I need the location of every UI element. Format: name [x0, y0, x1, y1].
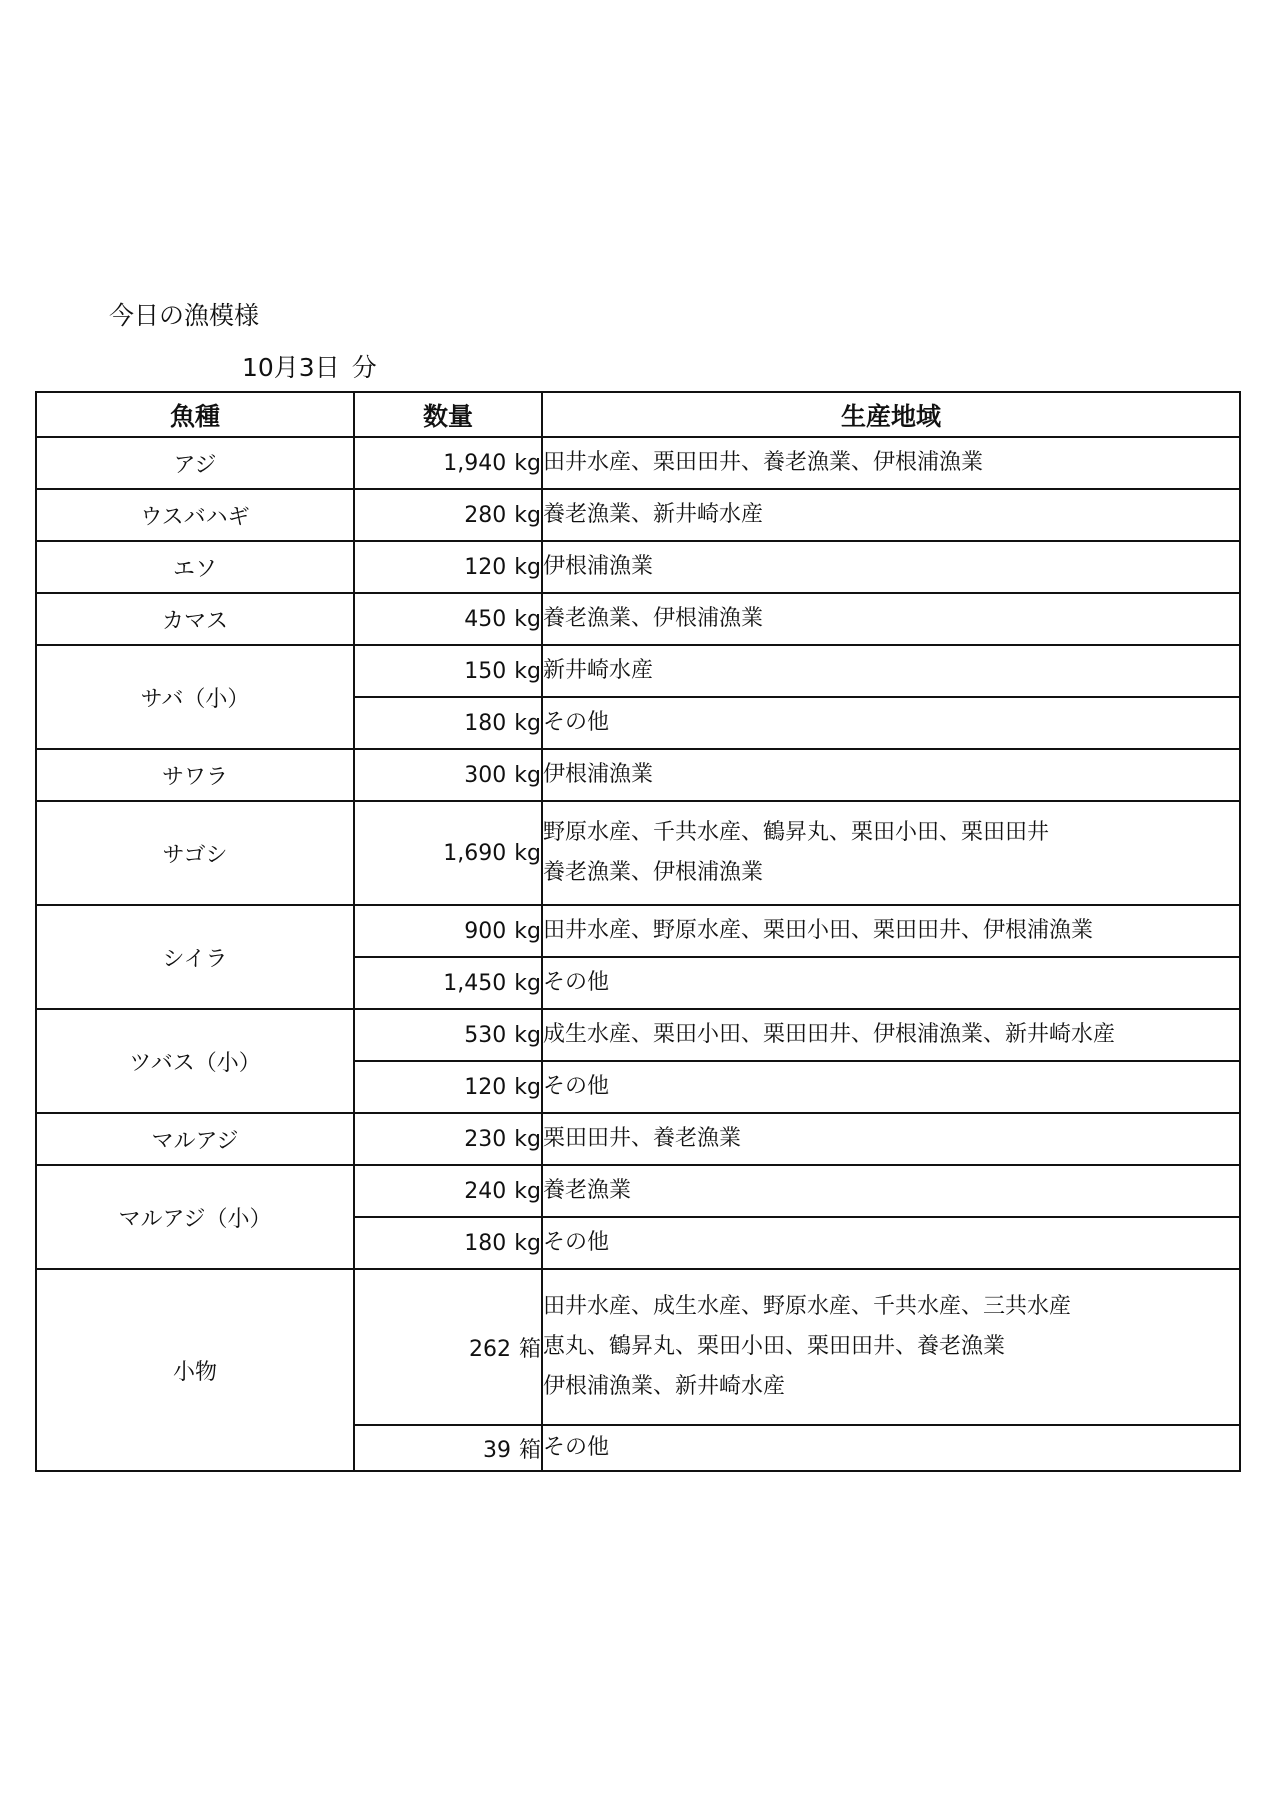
- quantity-value: 280: [464, 502, 507, 528]
- quantity-unit: kg: [514, 1126, 541, 1152]
- production-area: 田井水産、成生水産、野原水産、千共水産、三共水産 恵丸、鶴昇丸、栗田小田、栗田田井、養老漁業 伊根浦漁業、新井崎水産: [542, 1269, 1240, 1425]
- table-row: [36, 489, 1240, 541]
- quantity-value: 180: [464, 710, 507, 736]
- fish-name: エソ: [36, 541, 354, 593]
- production-area: 田井水産、栗田田井、養老漁業、伊根浦漁業: [542, 437, 1240, 489]
- header-row: [36, 392, 1240, 437]
- production-area: 養老漁業、新井崎水産: [542, 489, 1240, 541]
- quantity: [354, 1217, 542, 1269]
- quantity: [354, 1269, 542, 1425]
- production-area: その他: [542, 697, 1240, 749]
- fish-name: サバ（小）: [36, 645, 354, 749]
- quantity-value: 120: [464, 1074, 507, 1100]
- quantity-unit: kg: [514, 840, 541, 866]
- fish-name: 小物: [36, 1269, 354, 1471]
- fish-name: サゴシ: [36, 801, 354, 905]
- date-suffix: 分: [351, 353, 377, 382]
- fish-name: アジ: [36, 437, 354, 489]
- quantity: [354, 1061, 542, 1113]
- fish-name: ツバス（小）: [36, 1009, 354, 1113]
- quantity: [354, 1425, 542, 1471]
- production-area: 新井崎水産: [542, 645, 1240, 697]
- fish-name: マルアジ（小）: [36, 1165, 354, 1269]
- quantity-unit: kg: [514, 1074, 541, 1100]
- fish-name: マルアジ: [36, 1113, 354, 1165]
- header-fish: 魚種: [36, 392, 354, 437]
- table-row: [36, 749, 1240, 801]
- quantity: [354, 593, 542, 645]
- quantity: [354, 905, 542, 957]
- quantity-value: 120: [464, 554, 507, 580]
- report-date: [242, 352, 377, 384]
- quantity-value: 900: [464, 918, 507, 944]
- quantity-unit: 箱: [518, 1437, 541, 1463]
- quantity-unit: kg: [514, 606, 541, 632]
- quantity: [354, 1009, 542, 1061]
- quantity-value: 1,940: [443, 450, 507, 476]
- table-row: [36, 645, 1240, 697]
- page-title: 今日の漁模様: [109, 301, 260, 330]
- catch-table: [35, 391, 1241, 1472]
- quantity: [354, 1113, 542, 1165]
- production-area: 伊根浦漁業: [542, 541, 1240, 593]
- table-row: [36, 1165, 1240, 1217]
- quantity: [354, 749, 542, 801]
- quantity: [354, 437, 542, 489]
- quantity-value: 450: [464, 606, 507, 632]
- quantity: [354, 1165, 542, 1217]
- header-quantity: 数量: [354, 392, 542, 437]
- quantity-value: 39: [482, 1437, 511, 1463]
- quantity-unit: 箱: [518, 1336, 541, 1362]
- production-area: 野原水産、千共水産、鶴昇丸、栗田小田、栗田田井 養老漁業、伊根浦漁業: [542, 801, 1240, 905]
- table-row: [36, 1009, 1240, 1061]
- quantity-unit: kg: [514, 502, 541, 528]
- quantity: [354, 541, 542, 593]
- fish-name: カマス: [36, 593, 354, 645]
- quantity-unit: kg: [514, 1230, 541, 1256]
- fish-name: ウスバハギ: [36, 489, 354, 541]
- quantity-unit: kg: [514, 1022, 541, 1048]
- header-area: 生産地域: [542, 392, 1240, 437]
- quantity-value: 150: [464, 658, 507, 684]
- quantity-unit: kg: [514, 762, 541, 788]
- quantity-value: 180: [464, 1230, 507, 1256]
- quantity: [354, 801, 542, 905]
- quantity: [354, 957, 542, 1009]
- quantity-value: 300: [464, 762, 507, 788]
- quantity-unit: kg: [514, 1178, 541, 1204]
- quantity: [354, 489, 542, 541]
- production-area: その他: [542, 1425, 1240, 1471]
- fish-name: サワラ: [36, 749, 354, 801]
- quantity-value: 1,690: [443, 840, 507, 866]
- quantity: [354, 645, 542, 697]
- production-area: 養老漁業、伊根浦漁業: [542, 593, 1240, 645]
- production-area: その他: [542, 1217, 1240, 1269]
- quantity-value: 240: [464, 1178, 507, 1204]
- production-area: 成生水産、栗田小田、栗田田井、伊根浦漁業、新井崎水産: [542, 1009, 1240, 1061]
- table-row: [36, 1269, 1240, 1425]
- production-area: 養老漁業: [542, 1165, 1240, 1217]
- quantity-value: 530: [464, 1022, 507, 1048]
- production-area: その他: [542, 957, 1240, 1009]
- quantity-value: 230: [464, 1126, 507, 1152]
- quantity-unit: kg: [514, 918, 541, 944]
- table-row: [36, 905, 1240, 957]
- table-row: [36, 593, 1240, 645]
- date-value: 10月3日: [242, 353, 340, 382]
- production-area: 田井水産、野原水産、栗田小田、栗田田井、伊根浦漁業: [542, 905, 1240, 957]
- quantity-unit: kg: [514, 658, 541, 684]
- table-row: [36, 1113, 1240, 1165]
- quantity-value: 1,450: [443, 970, 507, 996]
- table-row: [36, 541, 1240, 593]
- quantity-unit: kg: [514, 450, 541, 476]
- production-area: 伊根浦漁業: [542, 749, 1240, 801]
- production-area: その他: [542, 1061, 1240, 1113]
- table-row: [36, 437, 1240, 489]
- table-row: [36, 801, 1240, 905]
- quantity: [354, 697, 542, 749]
- quantity-value: 262: [468, 1336, 511, 1362]
- quantity-unit: kg: [514, 970, 541, 996]
- production-area: 栗田田井、養老漁業: [542, 1113, 1240, 1165]
- quantity-unit: kg: [514, 710, 541, 736]
- quantity-unit: kg: [514, 554, 541, 580]
- fish-name: シイラ: [36, 905, 354, 1009]
